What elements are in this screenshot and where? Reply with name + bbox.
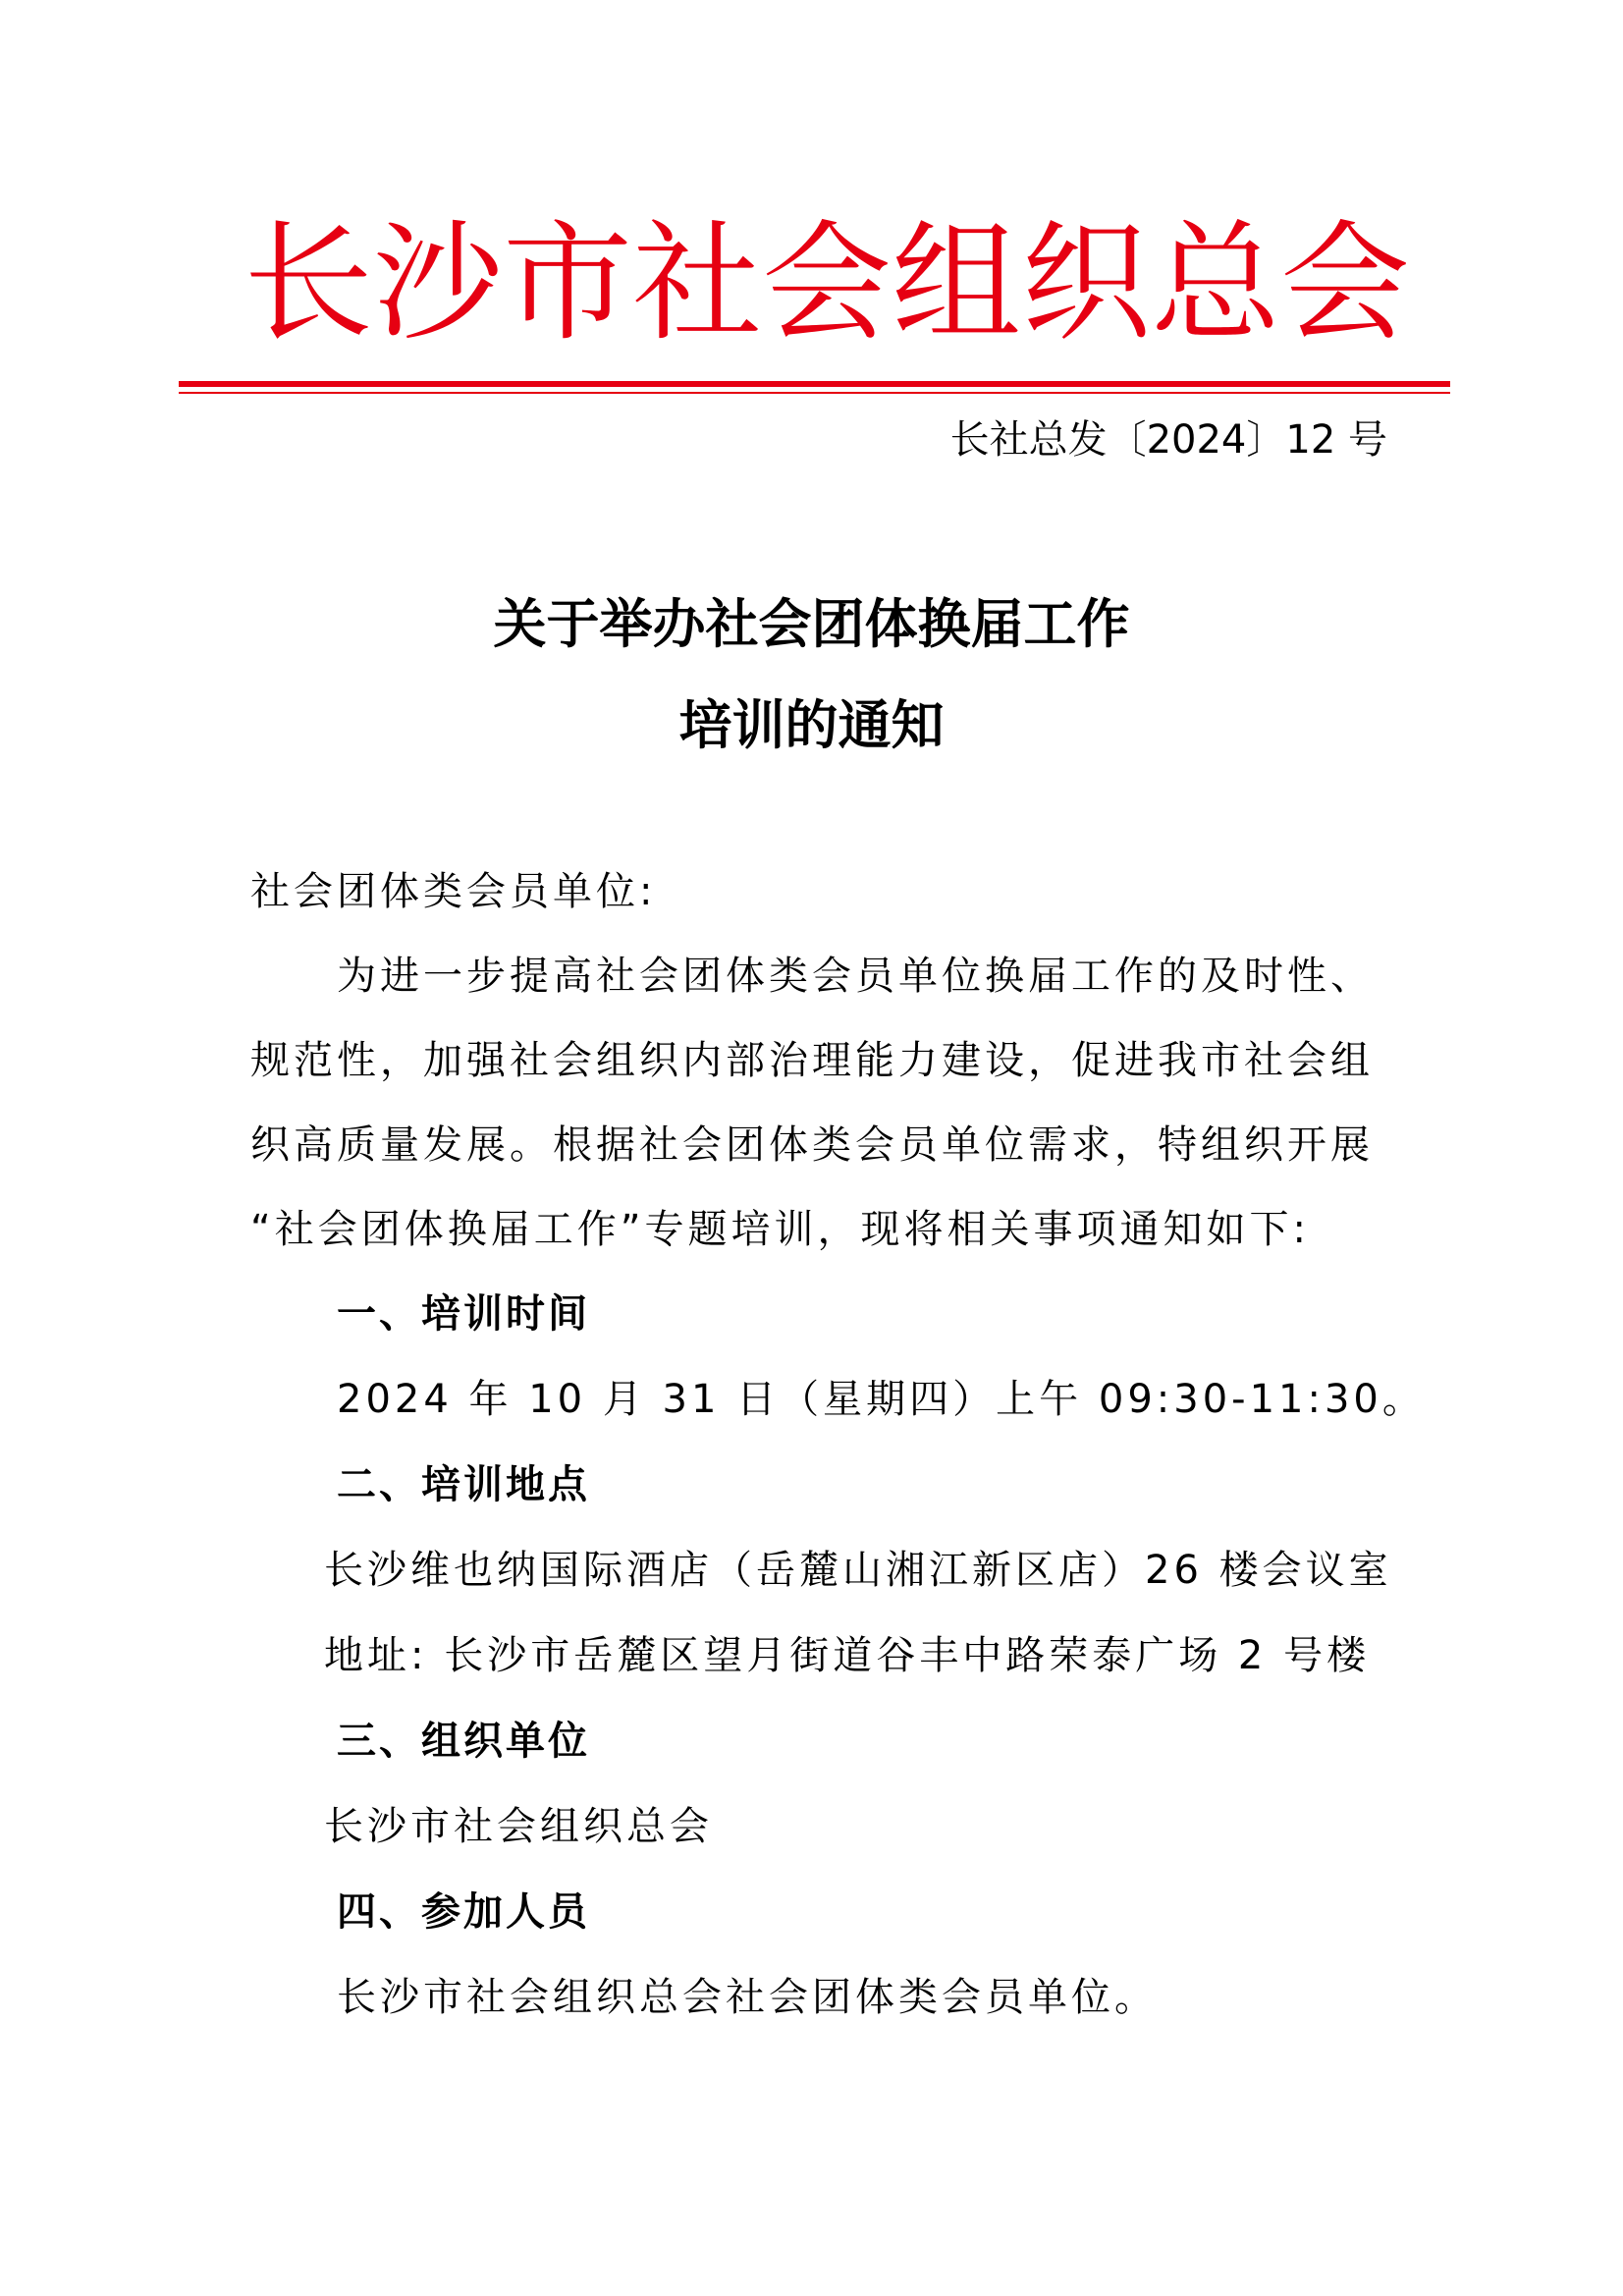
document-title-line-1: 关于举办社会团体换届工作 [493,592,1130,655]
paragraph-line: “社会团体换届工作”专题培训，现将相关事项通知如下: [250,1207,1310,1252]
section-text-organizer: 长沙市社会组织总会 [324,1804,713,1849]
section-text-address: 地址: 长沙市岳麓区望月街道谷丰中路荣泰广场 2 号楼 [324,1633,1371,1678]
section-heading-participants: 四、参加人员 [337,1889,590,1935]
letterhead-rule-thick [179,381,1450,387]
letterhead-rule-thin [179,392,1450,394]
letterhead-char: 社 [632,208,762,359]
document-title-line-2: 培训的通知 [678,693,945,756]
document-number: 长社总发〔2024〕12 号 [949,417,1387,463]
salutation: 社会团体类会员单位: [250,869,657,914]
section-text-venue: 长沙维也纳国际酒店（岳麓山湘江新区店）26 楼会议室 [324,1548,1392,1593]
section-text-participants: 长沙市社会组织总会社会团体类会员单位。 [337,1975,1158,2020]
paragraph-line: 织高质量发展。根据社会团体类会员单位需求，特组织开展 [250,1122,1374,1168]
section-heading-location: 二、培训地点 [337,1462,590,1507]
letterhead-char: 织 [1021,208,1151,359]
letterhead-char: 组 [892,208,1021,359]
letterhead-char: 长 [243,208,373,359]
paragraph-line: 为进一步提高社会团体类会员单位换届工作的及时性、 [337,954,1374,999]
section-heading-time: 一、培训时间 [337,1291,590,1337]
letterhead-char: 会 [762,208,892,359]
paragraph-line: 规范性，加强社会组织内部治理能力建设，促进我市社会组 [250,1038,1374,1083]
letterhead-char: 市 [503,208,632,359]
letterhead-title [243,201,1410,366]
section-heading-organizer: 三、组织单位 [337,1719,590,1764]
letterhead-char: 总 [1151,208,1280,359]
section-text-time: 2024 年 10 月 31 日（星期四）上午 09:30-11:30。 [337,1377,1426,1422]
letterhead-char: 会 [1280,208,1410,359]
letterhead-char: 沙 [373,208,503,359]
